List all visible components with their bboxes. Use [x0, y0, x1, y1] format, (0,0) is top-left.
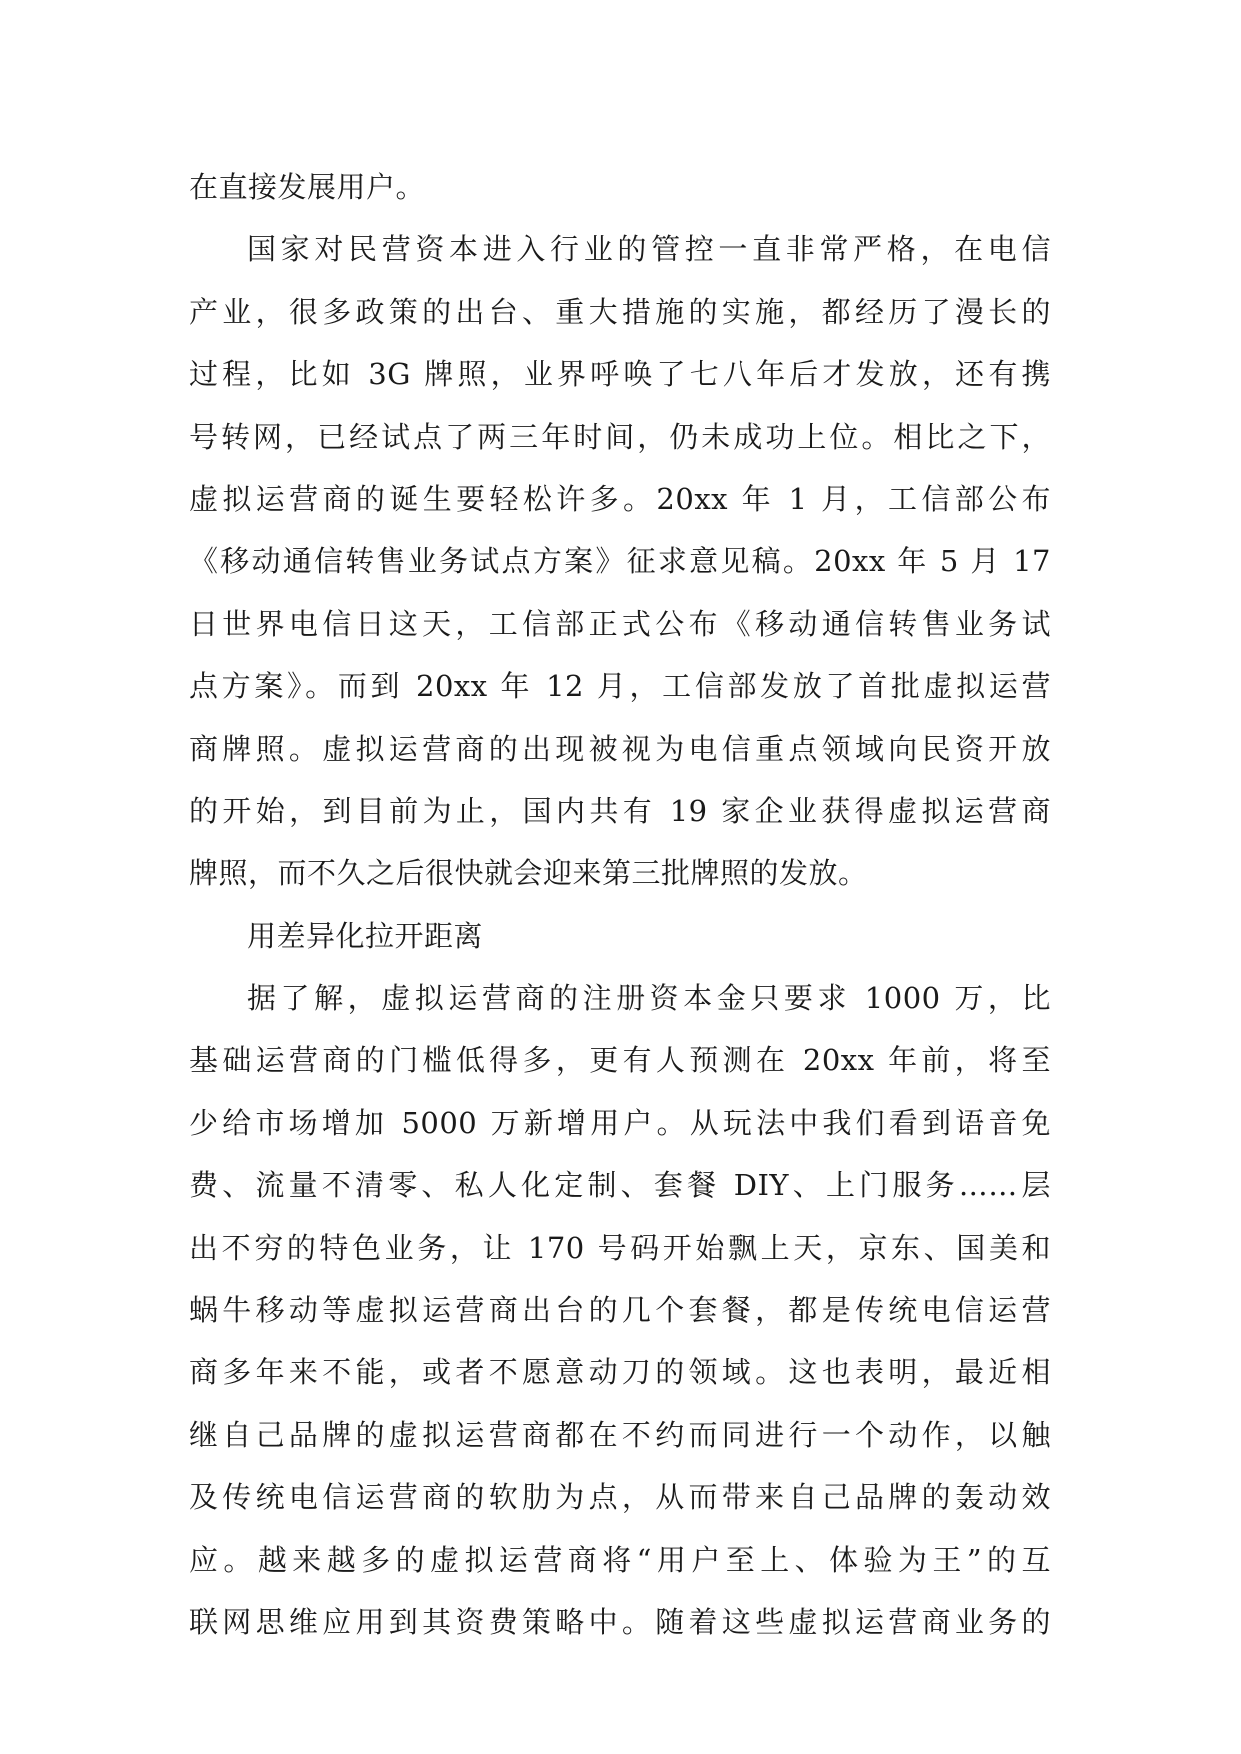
paragraph-line: 基础运营商的门槛低得多，更有人预测在 20xx 年前，将至: [189, 1043, 1051, 1078]
paragraph-line: 的开始，到目前为止，国内共有 19 家企业获得虚拟运营商: [189, 793, 1051, 828]
paragraph-line: 及传统电信运营商的软肋为点，从而带来自己品牌的轰动效: [189, 1480, 1051, 1515]
paragraph-line: 继自己品牌的虚拟运营商都在不约而同进行一个动作，以触: [189, 1417, 1051, 1452]
paragraph-line: 牌照，而不久之后很快就会迎来第三批牌照的发放。: [189, 856, 868, 891]
section-heading: 用差异化拉开距离: [247, 918, 484, 953]
paragraph-line: 应。越来越多的虚拟运营商将“用户至上、体验为王”的互: [189, 1542, 1051, 1577]
document-body: [189, 156, 1051, 1653]
paragraph-line: 联网思维应用到其资费策略中。随着这些虚拟运营商业务的: [189, 1604, 1051, 1639]
paragraph-line: 商牌照。虚拟运营商的出现被视为电信重点领域向民资开放: [189, 731, 1051, 766]
paragraph-line: 出不穷的特色业务，让 170 号码开始飘上天，京东、国美和: [189, 1230, 1051, 1265]
paragraph-line: 蜗牛移动等虚拟运营商出台的几个套餐，都是传统电信运营: [189, 1293, 1051, 1328]
paragraph-line: 国家对民营资本进入行业的管控一直非常严格，在电信: [247, 232, 1051, 267]
paragraph-line: 号转网，已经试点了两三年时间，仍未成功上位。相比之下，: [189, 419, 1051, 454]
paragraph-line: 日世界电信日这天，工信部正式公布《移动通信转售业务试: [189, 606, 1051, 641]
paragraph-line: 虚拟运营商的诞生要轻松许多。20xx 年 1 月，工信部公布: [189, 481, 1051, 516]
paragraph-line: 据了解，虚拟运营商的注册资本金只要求 1000 万，比: [247, 981, 1051, 1016]
paragraph-line: 过程，比如 3G 牌照，业界呼唤了七八年后才发放，还有携: [189, 357, 1051, 392]
paragraph-line: 点方案》。而到 20xx 年 12 月，工信部发放了首批虚拟运营: [189, 669, 1051, 704]
paragraph-line: 少给市场增加 5000 万新增用户。从玩法中我们看到语音免: [189, 1105, 1051, 1140]
paragraph-line: 费、流量不清零、私人化定制、套餐 DIY、上门服务……层: [189, 1168, 1051, 1203]
paragraph-line: 商多年来不能，或者不愿意动刀的领域。这也表明，最近相: [189, 1355, 1051, 1390]
paragraph-line: 《移动通信转售业务试点方案》征求意见稿。20xx 年 5 月 17: [189, 544, 1051, 579]
paragraph-line: 产业，很多政策的出台、重大措施的实施，都经历了漫长的: [189, 294, 1051, 329]
paragraph-line: 在直接发展用户。: [189, 170, 426, 204]
